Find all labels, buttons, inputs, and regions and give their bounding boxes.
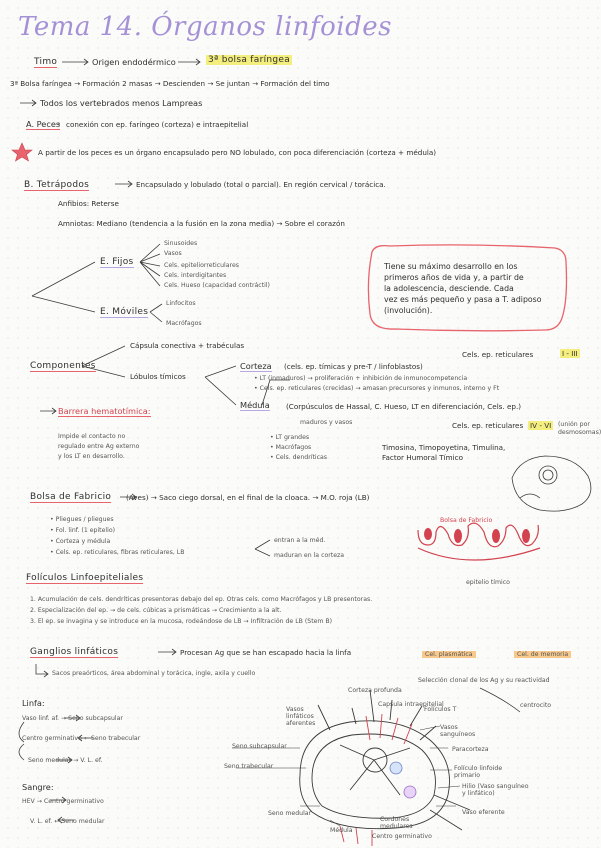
pill-memory: Cel. de memoria [514, 650, 571, 660]
medula-label: Médula [240, 400, 270, 410]
roman-range-note: (unión por desmosomas) [558, 421, 601, 436]
corteza-line: • LT (inmaduros) → proliferación + inhibición de inmunocompetencia [254, 375, 468, 382]
fabricio-label: Bolsa de Fabricio [30, 492, 112, 502]
barrera-text: y los LT en desarrollo. [58, 453, 125, 460]
pill-plasma: Cel. plasmática [422, 650, 476, 660]
node-label: Paracorteza [452, 746, 489, 753]
node-label: Folículos T [424, 706, 457, 713]
fijos-item: Sinusoides [164, 240, 198, 247]
linfa-row: Vaso linf. af. → Seno subcapsular [22, 715, 123, 722]
note-line: primeros años de vida y, a partir de [384, 273, 524, 282]
medula-text: (Corpúsculos de Hassal, C. Hueso, LT en diferenciación, Cels. ep.) [286, 402, 522, 411]
linfa-row: Seno medular → V. L. ef. [28, 757, 103, 764]
node-label: Seno subcapsular [232, 743, 287, 750]
node-label: Vasos sanguíneos [440, 724, 476, 738]
barrera-text: Impide el contacto no [58, 433, 126, 440]
medula-item: • LT grandes [270, 434, 310, 441]
star-note: A partir de los peces es un órgano encapsulado pero NO lobulado, con poca diferenciación (corteza + médula) [38, 148, 437, 157]
fabricio-text: (Aves) → Saco ciego dorsal, en el final de la cloaca. → M.O. roja (LB) [126, 493, 370, 502]
ganglios-label: Ganglios linfáticos [30, 647, 119, 657]
note-box [384, 261, 560, 316]
lobulos-text: Lóbulos tímicos [130, 372, 186, 381]
cels-reticulares-cortex: Cels. ep. reticulares [462, 350, 534, 359]
timo-formation: 3ª Bolsa faríngea → Formación 2 masas → Descienden → Se juntan → Formación del timo [10, 79, 330, 88]
tetrapodos-text: Encapsulado y lobulado (total o parcial). En región cervical / torácica. [136, 180, 386, 189]
hormones: Timosina, Timopoyetina, Timulina, [382, 443, 506, 452]
fabricio-item: • Cels. ep. reticulares, fibras reticulares, LB [50, 549, 185, 556]
ganglios-text: Procesan Ag que se han escapado hacia la linfa [180, 648, 352, 657]
node-label: Folículo linfoide primario [454, 765, 503, 779]
moviles-item: Linfocitos [166, 300, 196, 307]
cels-reticulares-medula: Cels. ep. reticulares [452, 421, 524, 430]
ganglios-sub: Sacos preaórticos, área abdominal y torácica, ingle, axila y cuello [52, 670, 256, 677]
linfa-label: Linfa: [22, 698, 45, 708]
foliculos-item: 2. Especialización del ep. → de cels. cúbicas a prismáticas → Crecimiento a la alt. [30, 607, 282, 614]
node-label: Corteza profunda [348, 687, 402, 694]
note-line: Tiene su máximo desarrollo en los [384, 262, 518, 271]
note-line: vez es más pequeño y pasa a T. adiposo [384, 295, 542, 304]
moviles-item: Macrófagos [166, 320, 202, 327]
fabricio-diagram-caption: epitelio tímico [466, 579, 510, 586]
peces-label: A. Peces [26, 119, 61, 129]
corteza-label: Corteza [240, 361, 272, 371]
medula-item: • Macrófagos [270, 444, 312, 451]
seleccion-text: Selección clonal de los Ag y su reactividad [418, 677, 550, 684]
linfa-row: Centro germinativo ← Seno trabecular [22, 735, 141, 742]
node-label: Seno trabecular [224, 763, 274, 770]
componentes-label: Componentes [30, 361, 96, 371]
centrocito-text: centrocito [520, 702, 552, 709]
note-line: la adolescencia, desciende. Cada [384, 284, 514, 293]
sangre-row: HEV → Centro germinativo [22, 798, 104, 805]
hormones-2: Factor Humoral Tímico [382, 453, 464, 462]
timo-origin: Origen endodérmico [92, 57, 176, 67]
anfibios-text: Anfibios: Reterse [58, 199, 119, 208]
peces-text: conexión con ep. faríngeo (corteza) e intraepitelial [66, 120, 249, 129]
foliculos-item: 1. Acumulación de cels. dendríticas presentoras debajo del ep. Otras cels. como Macrófagos y LB presentoras. [30, 596, 373, 603]
sangre-row: V. L. ef. ← Seno medular [30, 818, 105, 825]
fabricio-diagram-label: Bolsa de Fabricio [440, 517, 493, 524]
medula-item: • Cels. dendríticas [270, 454, 328, 461]
capsula-text: Cápsula conectiva + trabéculas [130, 341, 245, 350]
foliculos-item: 3. El ep. se invagina y se introduce en la mucosa, rodeándose de LB → Infiltración de LB (Stem B) [30, 618, 333, 625]
medula-maduros: maduros y vasos [300, 419, 353, 426]
fabricio-item: • Fol. linf. (1 epitelio) [50, 527, 116, 534]
node-label: Vasos linfáticos aferentes [286, 706, 316, 727]
timo-pouch: 3ª bolsa faríngea [208, 55, 291, 65]
timo-all-vertebrates: Todos los vertebrados menos Lampreas [40, 98, 203, 108]
node-label: Capsula intraepitelial [378, 701, 444, 708]
corteza-text: (cels. ep. tímicas y pre-T / linfoblastos) [284, 362, 423, 371]
fijos-label: E. Fijos [100, 257, 134, 267]
moviles-label: E. Móviles [100, 307, 149, 317]
fabricio-branch: maduran en la corteza [274, 552, 345, 559]
fabricio-item: • Pliegues / pliegues [50, 516, 114, 523]
note-line: (involución). [384, 306, 433, 315]
fijos-item: Cels. interdigitantes [164, 272, 227, 279]
amniotas-text: Amniotas: Mediano (tendencia a la fusión en la zona media) → Sobre el corazón [58, 219, 345, 228]
tetrapodos-label: B. Tetrápodos [24, 180, 90, 190]
fabricio-item: • Corteza y médula [50, 538, 111, 545]
fijos-item: Cels. Hueso (capacidad contráctil) [164, 282, 270, 289]
roman-range-cortex: I - III [562, 349, 578, 358]
barrera-label: Barrera hematotímica: [58, 406, 151, 416]
sangre-label: Sangre: [22, 782, 54, 792]
page-title: Tema 14. Órganos linfoides [18, 12, 392, 42]
barrera-text: regulado entre Ag externo [58, 443, 140, 450]
node-label: Hilio (Vaso sanguíneo y linfático) [462, 783, 529, 797]
roman-range-medula: IV - VI [530, 421, 552, 430]
fijos-item: Cels. epiteliorreticulares [164, 262, 239, 269]
fijos-item: Vasos [164, 250, 182, 257]
node-label: Centro germinativo [372, 833, 432, 840]
foliculos-label: Folículos Linfoepiteliales [26, 573, 144, 583]
node-label: Cordones medulares [380, 816, 413, 830]
node-label: Seno medular [268, 810, 312, 817]
node-label: Vaso eferente [462, 809, 505, 816]
timo-heading: Timo [34, 57, 58, 67]
node-label: Médula [330, 827, 353, 834]
corteza-line: • Cels. ep. reticulares (crecidas) → amasan precursores y inmunos, interno y Ft [254, 385, 500, 392]
fabricio-branch: entran a la méd. [274, 537, 326, 544]
